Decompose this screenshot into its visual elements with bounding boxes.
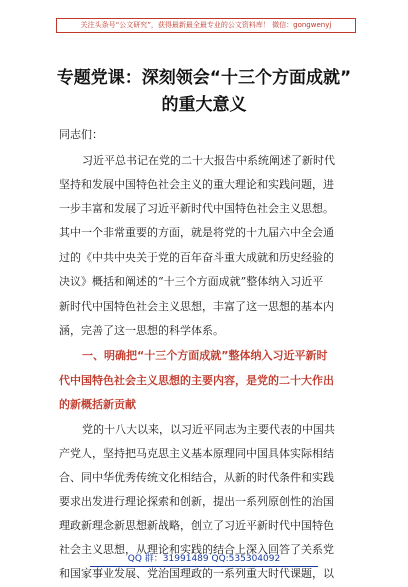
paragraph-line: 和国家事业发展、党治国理政的一系列重大时代课题，以 bbox=[59, 567, 334, 580]
paragraph-line: 一步丰富和发展了习近平新时代中国特色社会主义思想。 bbox=[59, 202, 334, 215]
salutation: 同志们： bbox=[59, 128, 103, 141]
paragraph-line: 产党人，坚持把马克思主义基本原理同中国具体实际相结 bbox=[59, 447, 334, 460]
footer-contact: QQ 群：31991489 QQ:535304092 bbox=[127, 554, 281, 564]
header-banner: 关注头条号“公文研究”，获得最新最全最专业的公文资料库！ 微信：gongwenyj bbox=[56, 18, 356, 33]
paragraph-line: 党的十八大以来，以习近平同志为主要代表的中国共 bbox=[82, 423, 335, 436]
paragraph-line: 合、同中华优秀传统文化相结合，从新的时代条件和实践 bbox=[59, 471, 334, 484]
paragraph-line: 新时代中国特色社会主义思想，丰富了这一思想的基本内 bbox=[59, 300, 334, 313]
footer-underline bbox=[90, 566, 318, 567]
paragraph-line: 过的《中共中央关于党的百年奋斗重大成就和历史经验的 bbox=[59, 251, 334, 264]
document-title-line-1: 专题党课：深刻领会“十三个方面成就” bbox=[56, 68, 352, 88]
paragraph-line: 其中一个非常重要的方面，就是将党的十九届六中全会通 bbox=[59, 226, 334, 239]
paragraph-line: 决议》概括和阐述的“十三个方面成就”整体纳入习近平 bbox=[59, 275, 324, 288]
document-title-line-2: 的重大意义 bbox=[161, 95, 247, 115]
paragraph-line: 习近平总书记在党的二十大报告中系统阐述了新时代 bbox=[82, 154, 335, 167]
section-heading-line: 一、明确把“十三个方面成就”整体纳入习近平新时 bbox=[82, 349, 328, 362]
paragraph-line: 理政新理念新思想新战略，创立了习近平新时代中国特色 bbox=[59, 519, 334, 532]
paragraph-line: 要求出发进行理论探索和创新，提出一系列原创性的治国 bbox=[59, 495, 334, 508]
section-heading-line: 的新概括新贡献 bbox=[59, 398, 136, 411]
section-heading-line: 代中国特色社会主义思想的主要内容，是党的二十大作出 bbox=[59, 374, 334, 387]
paragraph-line: 涵，完善了这一思想的科学体系。 bbox=[59, 324, 224, 337]
paragraph-line: 社会主义思想，从理论和实践的结合上深入回答了关系党 bbox=[59, 543, 334, 556]
paragraph-line: 坚持和发展中国特色社会主义的重大理论和实践问题，进 bbox=[59, 178, 334, 191]
